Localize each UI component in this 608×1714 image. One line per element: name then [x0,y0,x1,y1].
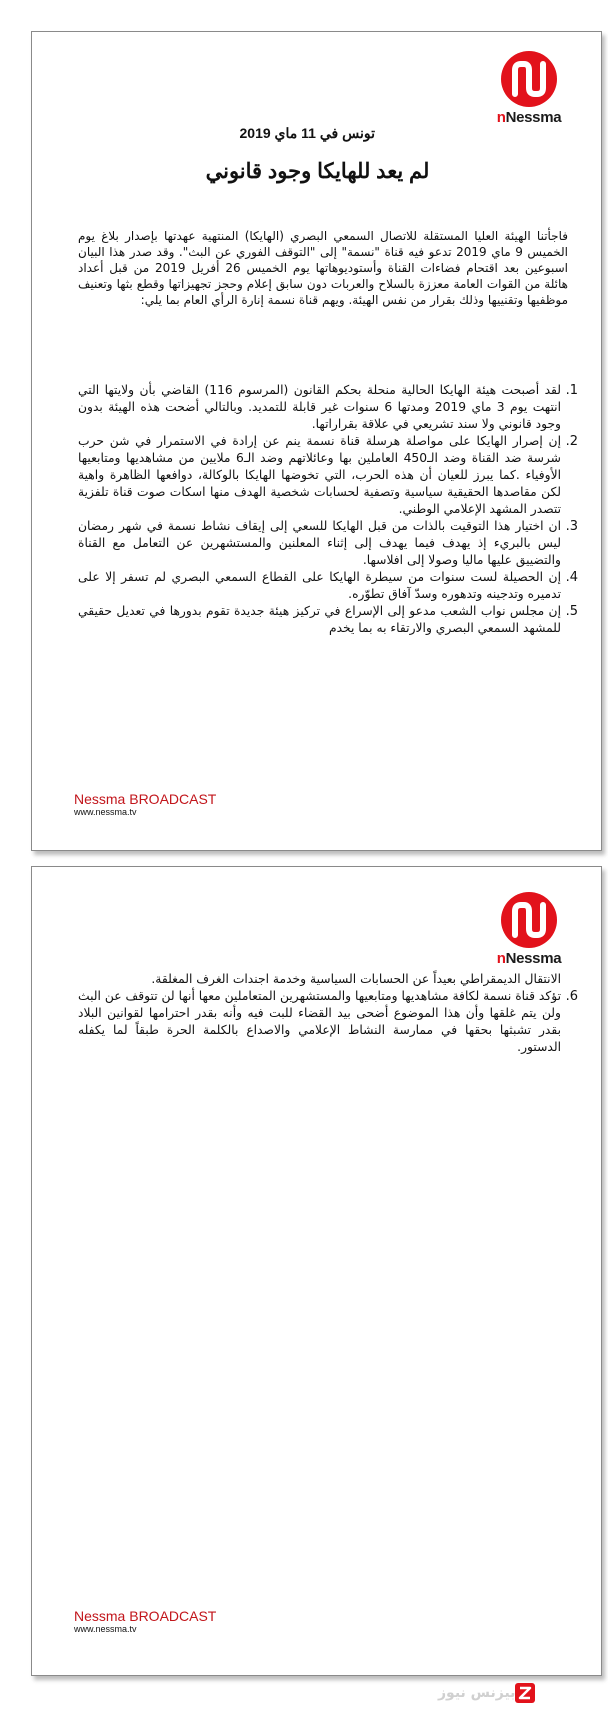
list-item [78,569,578,603]
list-item-text: إن إصرار الهايكا على مواصلة هرسلة قناة نسمة ينم عن إرادة في الاستمرار في شن حرب شرسة ضد القناة وضد الـ450 العاملين بها وعائلاتهم وضد الـ6 ملايين من مشاهديها ومتابعيها الأوفياء .كما يبرز للعيان أن هذه الحرب، التي تخوضها الهايكا بالوكالة، دوافعها الظاهرة واهية لكن مقاصدها الحقيقية سياسية وتصفية لحسابات شخصية الهدف منها اسكات صوت قناة تلفزية تتصدر المشهد الإعلامي الوطني. [78,434,561,516]
nessma-logo-icon [493,891,565,949]
list-item-number: 5. [565,604,578,619]
footer-brand: Nessma BROADCAST [74,791,217,807]
logo-wordmark: nNessma [496,109,562,126]
document-title: لم يعد للهايكا وجود قانوني [205,160,430,183]
footer-brand: Nessma BROADCAST [74,1608,217,1624]
nessma-logo-icon [493,50,565,108]
nessma-logo [493,891,565,969]
list-item-number: 1. [565,383,578,398]
list-item [78,433,578,518]
list-item-number: 2. [565,434,578,449]
watermark-text: بيزنس نيوز [438,1685,516,1701]
logo-wordmark: nNessma [496,950,562,967]
list-item-text: لقد أصبحت هيئة الهايكا الحالية منحلة بحكم القانون (المرسوم 116) القاضي بأن ولايتها التي انتهت يوم 3 ماي 2019 ومدتها 6 سنوات غير قابلة للتمديد. وبالتالي أضحت هذه الهيئة بدون وجود قانوني ولا سند تشريعي في علاقة بقراراتها. [78,383,562,431]
date-line: تونس في 11 ماي 2019 [239,125,375,141]
footer-url: www.nessma.tv [74,807,137,817]
list-item [78,382,578,433]
list-item-number: 4. [565,570,578,585]
document-page-1 [31,31,602,851]
list-item-continuation: الانتقال الديمقراطي بعيداً عن الحسابات السياسية وخدمة اجندات الغرف المغلقة. [151,972,561,986]
list-item-text: إن الحصيلة لست سنوات من سيطرة الهايكا على القطاع السمعي البصري لم تسفر إلا على تدميره وتدجينه وتدهوره وسدّ آفاق تطوّره. [78,570,561,601]
list-item [78,518,578,569]
list-item-text: إن مجلس نواب الشعب مدعو إلى الإسراع في تركيز هيئة جديدة تقوم بدورها في تعديل حقيقي للمشهد السمعي البصري والارتقاء به بما يخدم [78,604,561,635]
continued-list [78,971,578,1056]
footer-url: www.nessma.tv [74,1624,137,1634]
list-item [78,988,578,1056]
page-footer [74,791,216,818]
numbered-list [78,382,578,637]
list-item-text: تؤكد قناة نسمة لكافة مشاهديها ومتابعيها والمستشهرين المتعاملين معها أنها لن تتوقف عن البث ولن يتم غلقها وأن هذا الموضوع أضحى بيد القضاء للبت فيه وأنه بقدر احترامها لقوانين البلاد بقدر تشبثها بحقها في ممارسة النشاط الإعلامي والاصداع بالكلمة الحرة طبقاً لما يكفله الدستور. [78,989,561,1054]
list-item-number: 6. [565,989,578,1004]
watermark [432,1681,572,1705]
list-item-text: ان اختيار هذا التوقيت بالذات من قبل الهايكا للسعي إلى إيقاف نشاط نسمة في شهر رمضان ليس بالبريء إذ يهدف فيما يهدف إلى إثناء المعلنين والمستشهرين عن التعامل مع القناة والتضييق عليها ماليا وصولا إلى افلاسها. [78,519,561,567]
nessma-logo [493,50,565,128]
document-page-2 [31,866,602,1676]
list-item-number: 3. [565,519,578,534]
page-footer [74,1608,216,1635]
list-item [78,603,578,637]
intro-paragraph: فاجأتنا الهيئة العليا المستقلة للاتصال السمعي البصري (الهايكا) المنتهية عهدتها بإصدار بلاغ يوم الخميس 9 ماي 2019 تدعو فيه قناة "نسمة" إلى "التوقف الفوري عن البث". وقد صدر هذا البيان اسبوعين بعد اقتحام فضاءات القناة وأستوديوهاتها يوم الخميس 26 أفريل 2019 من قبل أعداد هائلة من القوات العامة معززة بالسلاح والعربات دون سابق إعلام وحجز تجهيزاتها وقطع بثها وتعنيف موظفيها وتقنييها وذلك بقرار من نفس الهيئة. ويهم قناة نسمة إنارة الرأي العام بما يلي: [78,229,569,307]
watermark-logo-icon [515,1683,535,1703]
